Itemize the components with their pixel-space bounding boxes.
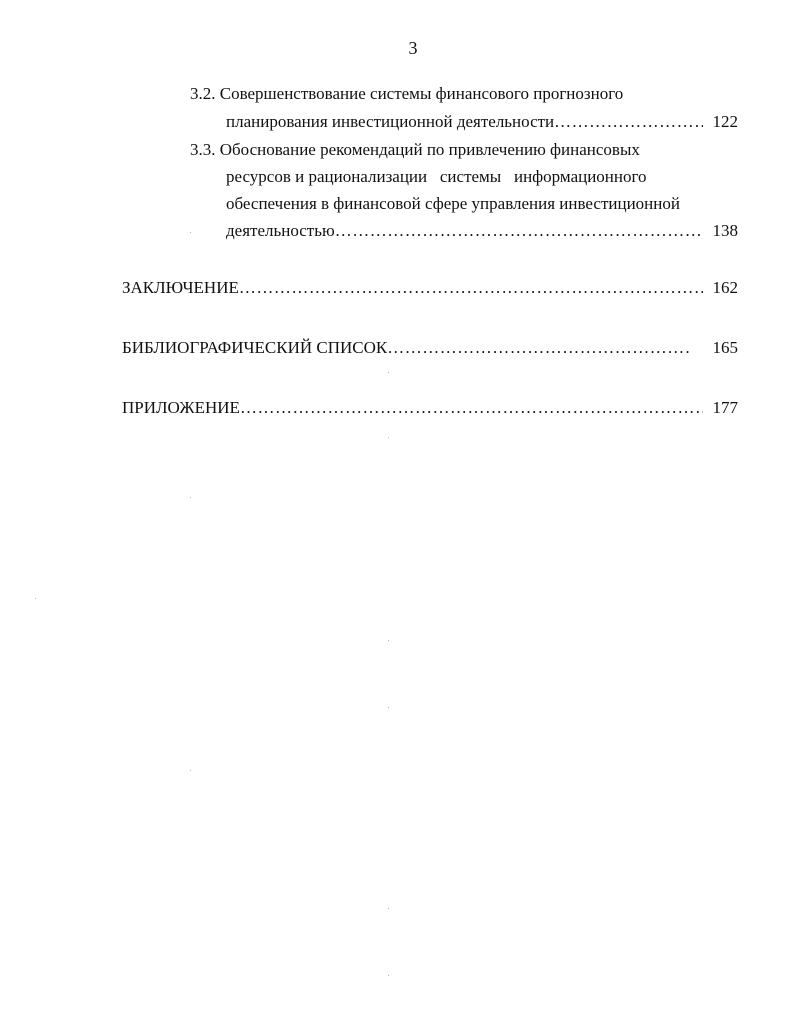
toc-item-3-3-line1: 3.3. Обоснование рекомендаций по привлечению финансовых xyxy=(190,140,640,159)
toc-conclusion-page: 162 xyxy=(712,278,738,297)
toc-item-3-2-entry[interactable] xyxy=(226,111,738,133)
scan-speck xyxy=(388,707,389,708)
leader-dots xyxy=(387,337,690,359)
scan-speck xyxy=(190,497,191,498)
scan-speck xyxy=(388,437,389,438)
toc-bibliography-entry[interactable] xyxy=(122,337,738,359)
toc-appendix-entry[interactable] xyxy=(122,397,738,419)
toc-conclusion-entry[interactable] xyxy=(122,277,738,299)
leader-dots xyxy=(239,277,703,299)
scan-speck xyxy=(388,975,389,976)
scan-speck xyxy=(190,232,191,233)
page-number: 3 xyxy=(408,38,418,58)
scan-speck xyxy=(35,598,36,599)
toc-conclusion-title: ЗАКЛЮЧЕНИЕ xyxy=(122,278,239,297)
toc-item-3-3-page: 138 xyxy=(712,221,738,240)
leader-dots xyxy=(554,111,702,133)
leader-dots xyxy=(240,397,703,419)
scan-speck xyxy=(388,372,389,373)
scan-speck xyxy=(190,770,191,771)
toc-bibliography-page: 165 xyxy=(712,338,738,357)
toc-item-3-2-page: 122 xyxy=(712,112,738,131)
toc-item-3-2-line2: планирования инвестиционной деятельности xyxy=(226,112,555,131)
toc-appendix-title: ПРИЛОЖЕНИЕ xyxy=(122,398,240,417)
toc-item-3-3-line3: обеспечения в финансовой сфере управления инвестиционной xyxy=(226,194,680,213)
toc-appendix-page: 177 xyxy=(712,398,738,417)
toc-item-3-3-entry[interactable] xyxy=(226,220,738,242)
toc-bibliography-title: БИБЛИОГРАФИЧЕСКИЙ СПИСОК xyxy=(122,338,388,357)
scan-speck xyxy=(388,908,389,909)
leader-dots xyxy=(335,220,703,242)
scan-speck xyxy=(388,640,389,641)
toc-item-3-2-line1: 3.2. Совершенствование системы финансового прогнозного xyxy=(190,84,624,103)
toc-item-3-3-line4: деятельностью xyxy=(226,221,335,240)
toc-item-3-3-line2: ресурсов и рационализации системы информационного xyxy=(226,167,647,186)
